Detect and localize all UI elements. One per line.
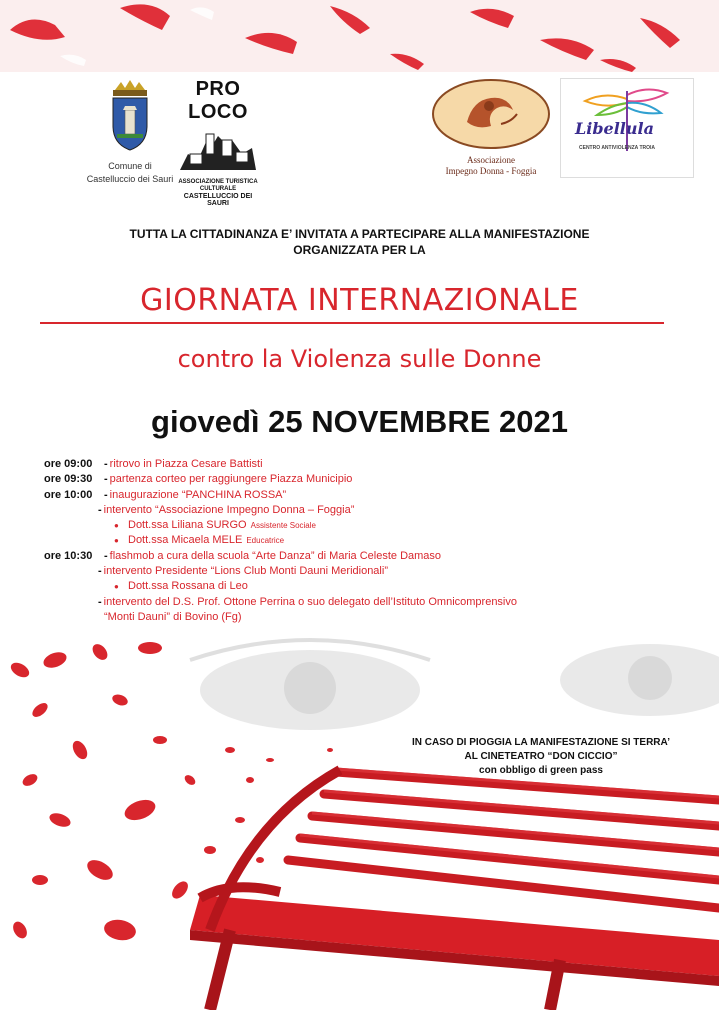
comune-logo [80,80,180,185]
red-bench [190,769,719,1010]
program-subitem: - intervento Presidente “Lions Club Monti Dauni Meridionali” [44,564,684,579]
proloco-title: PRO LOCO [188,78,248,123]
program-item: ore 10:30 - flashmob a cura della scuola “Arte Danza” di Maria Celeste Damaso [44,549,684,564]
libellula-name: Libellula [575,119,654,138]
program-time: ore 09:00 [44,458,93,470]
impegno-emblem-icon [431,78,551,150]
speaker-name: Dott.ssa Rossana di Leo [128,580,248,593]
program-event: intervento Presidente “Lions Club Monti Dauni Meridionali” [103,565,388,578]
coat-of-arms-icon [107,80,153,154]
event-subtitle: contro la Violenza sulle Donne [177,345,542,373]
event-date: giovedì 25 NOVEMBRE 2021 [151,404,568,439]
impegno-donna-logo [428,78,554,177]
program-event: ritrovo in Piazza Cesare Battisti [109,458,263,470]
program-item: ore 09:00 - ritrovo in Piazza Cesare Battisti [44,457,684,472]
program-event: intervento “Associazione Impegno Donna – Foggia” [103,503,355,516]
speaker-item [44,518,684,533]
program-event: intervento del D.S. Prof. Ottone Perrina o suo delegato dell’Istituto Omnicomprensivo [103,595,517,608]
speaker-role: Assistente Sociale [250,521,316,531]
program-event: partenza corteo per raggiungere Piazza Municipio [109,473,353,486]
bullet-icon: ● [114,521,119,531]
rain-notice [376,736,706,778]
program-list [44,457,684,625]
rain-notice-line-3: con obbligo di green pass [479,765,603,776]
speaker-item [44,579,684,594]
impegno-caption-2: Impegno Donna - Foggia [445,166,537,176]
libellula-logo [560,78,694,178]
comune-caption-1: Comune di [108,161,152,171]
speaker-name: Dott.ssa Micaela MELE [128,534,243,547]
bullet-icon: ● [114,536,119,546]
rain-notice-line-1: IN CASO DI PIOGGIA LA MANIFESTAZIONE SI TERRA’ [412,737,670,748]
bullet-icon: ● [114,582,119,592]
program-time: ore 10:30 [44,549,93,562]
rain-notice-line-2: AL CINETEATRO “DON CICCIO” [464,751,618,762]
program-subitem: - intervento del D.S. Prof. Ottone Perrina o suo delegato dell’Istituto Omnicomprensivo [44,595,684,610]
libellula-subtitle: CENTRO ANTIVIOLENZA TROIA [579,145,656,151]
speaker-name: Dott.ssa Liliana SURGO [128,519,247,532]
logos-row [0,72,719,207]
proloco-logo [172,78,264,207]
program-event: “Monti Dauni” di Bovino (Fg) [104,610,242,623]
title-underline [40,322,664,324]
invitation-text [0,226,719,258]
program-event: inaugurazione “PANCHINA ROSSA” [109,488,287,501]
proloco-subtitle: ASSOCIAZIONE TURISTICA CULTURALE [178,179,258,192]
bench-illustration [0,630,719,1010]
program-item: ore 09:30 - partenza corteo per raggiungere Piazza Municipio [44,472,684,487]
program-time: ore 09:30 [44,473,93,486]
program-time: ore 10:00 [44,488,93,501]
program-subitem-continued [44,610,684,625]
comune-caption-2: Castelluccio dei Sauri [86,174,174,184]
eyes-background [190,640,719,730]
program-event: flashmob a cura della scuola “Arte Danza” di Maria Celeste Damaso [109,549,442,562]
castle-icon [176,124,260,174]
speaker-item [44,533,684,548]
event-title: GIORNATA INTERNAZIONALE [140,283,579,318]
impegno-caption-1: Associazione [467,155,515,165]
proloco-place: CASTELLUCCIO DEI SAURI [183,193,253,207]
program-item: ore 10:00 - inaugurazione “PANCHINA ROSSA” [44,488,684,503]
speaker-role: Educatrice [246,536,285,546]
invitation-line-2: ORGANIZZATA PER LA [293,243,426,257]
top-shoes-band [0,0,719,72]
invitation-line-1: TUTTA LA CITTADINANZA E’ INVITATA A PARTECIPARE ALLA MANIFESTAZIONE [129,227,590,241]
program-subitem: - intervento “Associazione Impegno Donna – Foggia” [44,503,684,518]
